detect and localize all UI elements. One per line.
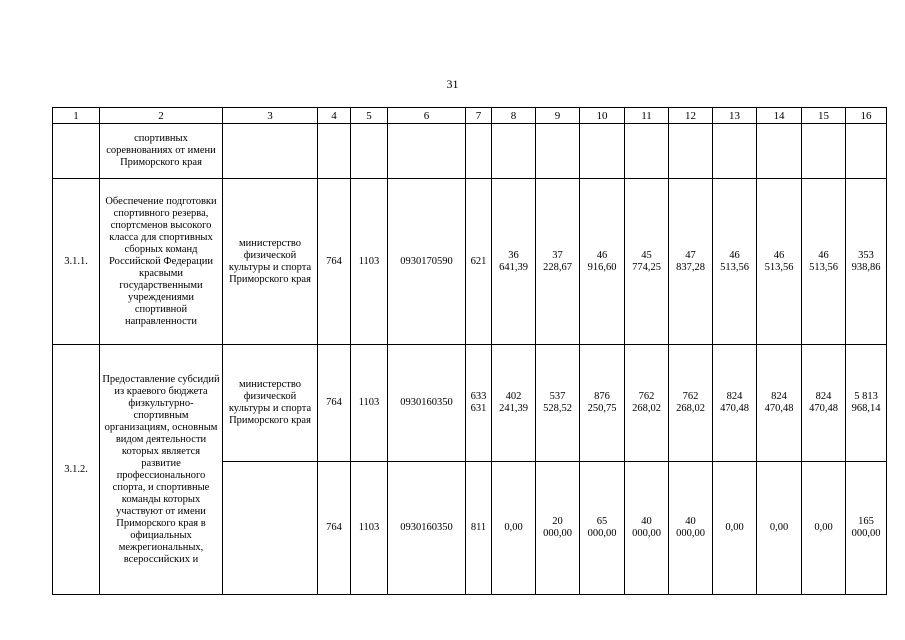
cell: 824 470,48 bbox=[802, 345, 846, 462]
cell: 0930160350 bbox=[388, 345, 466, 462]
cell: 0,00 bbox=[713, 462, 757, 595]
header-cell: 12 bbox=[669, 108, 713, 124]
cell: 46 513,56 bbox=[757, 179, 802, 345]
cell: 537 528,52 bbox=[536, 345, 580, 462]
cell: 1103 bbox=[351, 462, 388, 595]
cell: 621 bbox=[466, 179, 492, 345]
header-cell: 16 bbox=[846, 108, 887, 124]
cell: 1103 bbox=[351, 179, 388, 345]
cell: 764 bbox=[318, 462, 351, 595]
cell: 0930170590 bbox=[388, 179, 466, 345]
cell: 37 228,67 bbox=[536, 179, 580, 345]
cell: 876 250,75 bbox=[580, 345, 625, 462]
header-row bbox=[53, 108, 887, 124]
header-cell: 7 bbox=[466, 108, 492, 124]
cell: 46 513,56 bbox=[713, 179, 757, 345]
table-row bbox=[53, 179, 887, 345]
cell: 402 241,39 bbox=[492, 345, 536, 462]
header-cell: 2 bbox=[100, 108, 223, 124]
row-number bbox=[53, 124, 100, 179]
cell: 40 000,00 bbox=[625, 462, 669, 595]
header-cell: 11 bbox=[625, 108, 669, 124]
header-cell: 10 bbox=[580, 108, 625, 124]
cell: 46 513,56 bbox=[802, 179, 846, 345]
cell: 0,00 bbox=[492, 462, 536, 595]
cell: 633 631 bbox=[466, 345, 492, 462]
cell: 47 837,28 bbox=[669, 179, 713, 345]
header-cell: 1 bbox=[53, 108, 100, 124]
row-number: 3.1.1. bbox=[53, 179, 100, 345]
cell: 0930160350 bbox=[388, 462, 466, 595]
page-number: 31 bbox=[446, 77, 459, 91]
cell: 46 916,60 bbox=[580, 179, 625, 345]
cell: 5 813 968,14 bbox=[846, 345, 887, 462]
header-cell: 5 bbox=[351, 108, 388, 124]
cell: 811 bbox=[466, 462, 492, 595]
header-cell: 6 bbox=[388, 108, 466, 124]
cell: 1103 bbox=[351, 345, 388, 462]
header-cell: 13 bbox=[713, 108, 757, 124]
row-number: 3.1.2. bbox=[53, 345, 100, 595]
cell: 45 774,25 bbox=[625, 179, 669, 345]
cell: 764 bbox=[318, 179, 351, 345]
cell: 762 268,02 bbox=[669, 345, 713, 462]
executor: министерство физической культуры и спорта Приморского края bbox=[223, 179, 318, 345]
table-row bbox=[53, 345, 887, 462]
cell: 0,00 bbox=[757, 462, 802, 595]
cell: 762 268,02 bbox=[625, 345, 669, 462]
executor: министерство физической культуры и спорта Приморского края bbox=[223, 345, 318, 462]
header-cell: 3 bbox=[223, 108, 318, 124]
cell: 353 938,86 bbox=[846, 179, 887, 345]
measure-description: Обеспечение подготовки спортивного резерва, спортсменов высокого класса для спортивных сборных команд Российской Федерации красвыми государственными учреждениями спортивной направленности bbox=[100, 179, 223, 345]
cell: 764 bbox=[318, 345, 351, 462]
cell: 824 470,48 bbox=[757, 345, 802, 462]
header-cell: 14 bbox=[757, 108, 802, 124]
cell: 65 000,00 bbox=[580, 462, 625, 595]
header-cell: 9 bbox=[536, 108, 580, 124]
budget-table bbox=[52, 107, 887, 595]
cell: 20 000,00 bbox=[536, 462, 580, 595]
cell: 0,00 bbox=[802, 462, 846, 595]
table-row bbox=[53, 124, 887, 179]
measure-description: спортивных соревнованиях от имени Приморского края bbox=[100, 124, 223, 179]
header-cell: 8 bbox=[492, 108, 536, 124]
cell: 36 641,39 bbox=[492, 179, 536, 345]
cell: 40 000,00 bbox=[669, 462, 713, 595]
header-cell: 15 bbox=[802, 108, 846, 124]
executor bbox=[223, 462, 318, 595]
measure-description: Предоставление субсидий из краевого бюджета физкультурно-спортивным организациям, основным видом деятельности которых является развитие профессионального спорта, и спортивные команды которых участвуют от имени Приморского края в официальных межрегиональных, всероссийских и bbox=[100, 345, 223, 595]
cell: 165 000,00 bbox=[846, 462, 887, 595]
cell: 824 470,48 bbox=[713, 345, 757, 462]
header-cell: 4 bbox=[318, 108, 351, 124]
